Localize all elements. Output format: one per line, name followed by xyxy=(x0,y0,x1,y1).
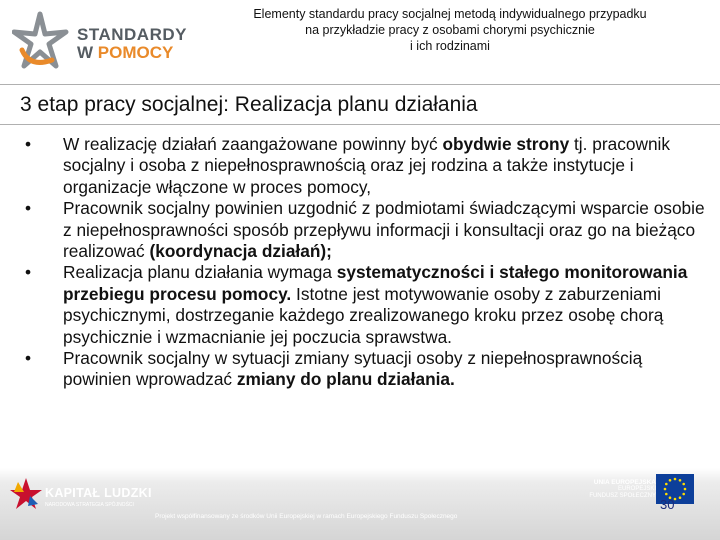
bullet-item xyxy=(25,134,705,198)
slide-title: 3 etap pracy socjalnej: Realizacja planu działania xyxy=(20,93,478,116)
bullet-emphasis: zmiany do planu działania. xyxy=(236,369,455,390)
footer-note: Projekt współfinansowany ze środków Unii Europejskiej w ramach Europejskiego Funduszu Społecznego xyxy=(155,513,458,520)
bullet-marker: • xyxy=(25,134,32,154)
eu-label xyxy=(586,479,656,500)
eu-label-line1: UNIA EUROPEJSKA xyxy=(593,479,656,486)
bullet-item xyxy=(25,198,705,262)
logo-pomocy: POMOCY xyxy=(97,42,174,62)
bullet-marker: • xyxy=(25,262,32,283)
logo-w: W xyxy=(77,42,94,62)
header-title-line3: i ich rodzinami xyxy=(410,39,490,53)
bullet-item xyxy=(25,348,705,391)
bullet-emphasis: obydwie strony xyxy=(442,134,570,154)
header-divider xyxy=(0,84,720,85)
title-divider xyxy=(0,124,720,125)
eu-label-line3: FUNDUSZ SPOŁECZNY xyxy=(589,493,656,499)
bullet-text: tj. pracownik socjalny i osoba z niepełnosprawnością oraz jej rodzina a także instytucje i organizacje włączone w proces pomocy, xyxy=(63,134,671,197)
bullet-emphasis: systematyczności i stałego monitorowania przebiegu procesu pomocy. xyxy=(63,262,688,304)
page-number: 30 xyxy=(660,497,675,512)
bullet-list xyxy=(25,134,705,391)
standardy-w-pomocy-logo xyxy=(12,10,192,80)
eu-label-line2: EUROPEJSKI xyxy=(617,486,656,492)
bullet-text: W realizację działań zaangażowane powinny być xyxy=(63,134,443,154)
bullet-text: Pracownik socjalny w sytuacji zmiany sytuacji osoby z niepełnosprawnością powinien wprowadzać xyxy=(63,348,643,390)
bullet-marker: • xyxy=(25,348,32,369)
bullet-item xyxy=(25,262,705,348)
kapital-ludzki-title: KAPITAŁ LUDZKI xyxy=(45,486,152,500)
bullet-text: Istotne jest motywowanie osoby z zaburzeniami psychicznymi, dostrzeganie każdego zrealizowanego kroku przez osobę chorą psychicznie i wzmacnianie jej poczucia sprawstwa. xyxy=(63,283,664,347)
logo-wordmark xyxy=(77,26,187,62)
bullet-text: Pracownik socjalny powinien uzgodnić z podmiotami świadczącymi wsparcie osobie z niepełnosprawności sposób przepływu informacji i konsultacji oraz go na bieżąco realizować xyxy=(63,198,705,262)
header-title-line1: Elementy standardu pracy socjalnej metodą indywidualnego przypadku xyxy=(253,7,647,21)
header-title-line2: na przykładzie pracy z osobami chorymi psychicznie xyxy=(305,23,595,37)
bullet-emphasis: (koordynacja działań); xyxy=(149,241,332,262)
star-logo-icon xyxy=(12,10,72,72)
logo-line1: STANDARDY xyxy=(77,25,187,44)
kapital-ludzki-subtitle: NARODOWA STRATEGIA SPÓJNOŚCI xyxy=(45,502,134,508)
bullet-marker: • xyxy=(25,198,32,219)
logo-line2 xyxy=(77,44,187,62)
bullet-text: Realizacja planu działania wymaga xyxy=(63,262,337,283)
header-title xyxy=(200,6,700,54)
